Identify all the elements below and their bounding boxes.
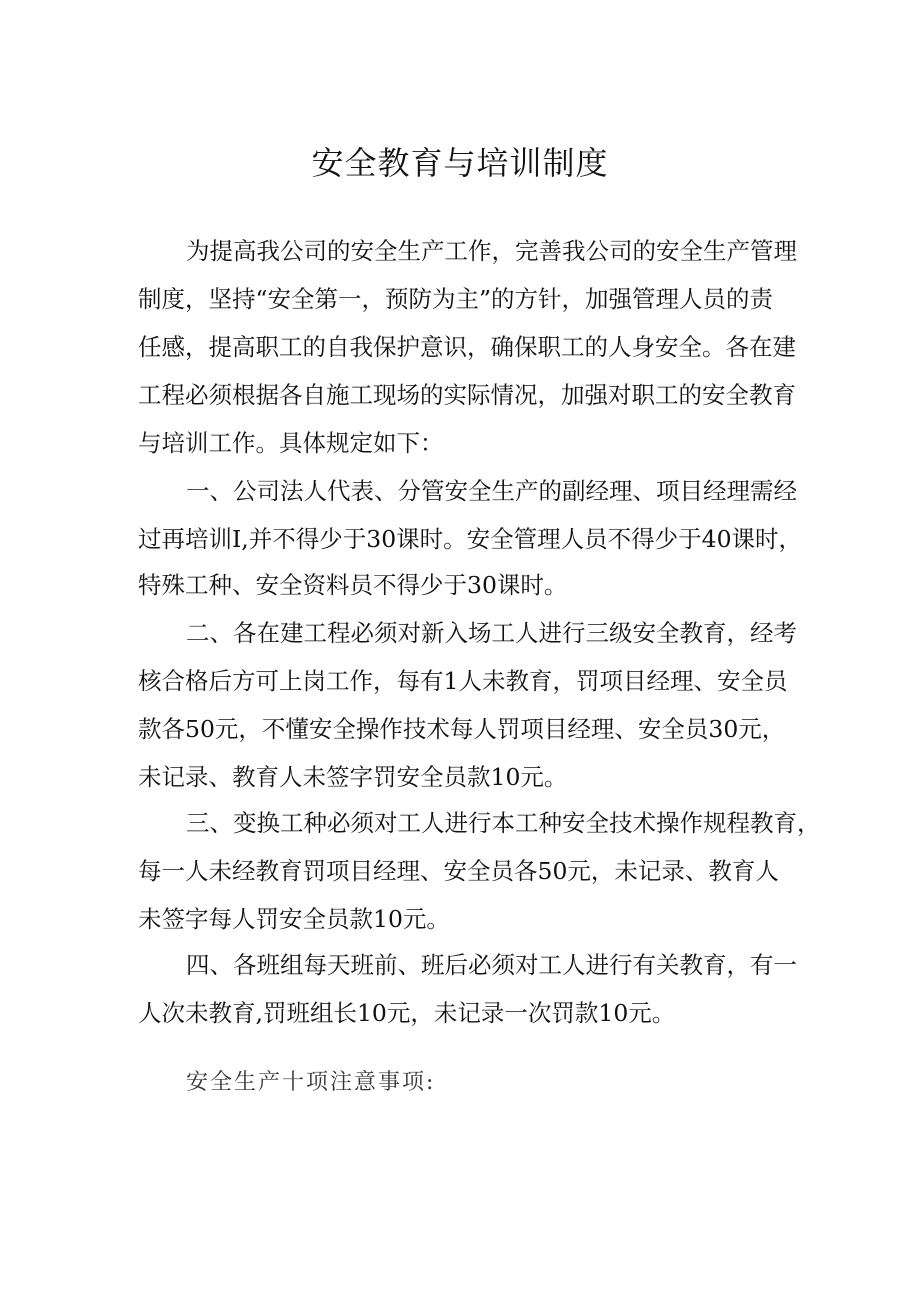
- paragraph-5-line: 四、各班组每天班前、班后必须对工人进行有关教育，有一: [186, 951, 797, 979]
- paragraph-1-line: 任感，提高职工的自我保护意识，确保职工的人身安全。各在建: [138, 333, 796, 361]
- paragraph-4-line: 每一人未经教育罚项目经理、安全员各50元，未记录、教育人: [138, 857, 779, 885]
- paragraph-2-line: 特殊工种、安全资料员不得少于30课时。: [138, 571, 568, 599]
- paragraph-1-line: 与培训工作。具体规定如下：: [138, 429, 444, 457]
- subheading: 安全生产十项注意事项:: [186, 1070, 436, 1095]
- paragraph-2-line: 过再培训I,并不得少于30课时。安全管理人员不得少于40课时，: [138, 525, 803, 553]
- paragraph-3-line: 未记录、教育人未签字罚安全员款10元。: [138, 763, 568, 791]
- document-title: 安全教育与培训制度: [311, 144, 609, 182]
- paragraph-3-line: 款各50元，不懂安全操作技术每人罚项目经理、安全员30元，: [138, 715, 786, 743]
- paragraph-1-line: 工程必须根据各自施工现场的实际情况，加强对职工的安全教育: [138, 381, 796, 409]
- paragraph-4-line: 三、变换工种必须对工人进行本工种安全技术操作规程教育，: [186, 809, 821, 837]
- paragraph-1-line: 为提高我公司的安全生产工作，完善我公司的安全生产管理: [186, 237, 797, 265]
- paragraph-5-line: 人次未教育,罚班组长10元，未记录一次罚款10元。: [138, 999, 676, 1027]
- paragraph-3-line: 核合格后方可上岗工作，每有1人未教育，罚项目经理、安全员: [138, 667, 788, 695]
- paragraph-3-line: 二、各在建工程必须对新入场工人进行三级安全教育，经考: [186, 619, 797, 647]
- paragraph-1-line: 制度，坚持“安全第一，预防为主”的方针，加强管理人员的责: [138, 285, 774, 313]
- paragraph-4-line: 未签字每人罚安全员款10元。: [138, 905, 450, 933]
- paragraph-2-line: 一、公司法人代表、分管安全生产的副经理、项目经理需经: [186, 477, 797, 505]
